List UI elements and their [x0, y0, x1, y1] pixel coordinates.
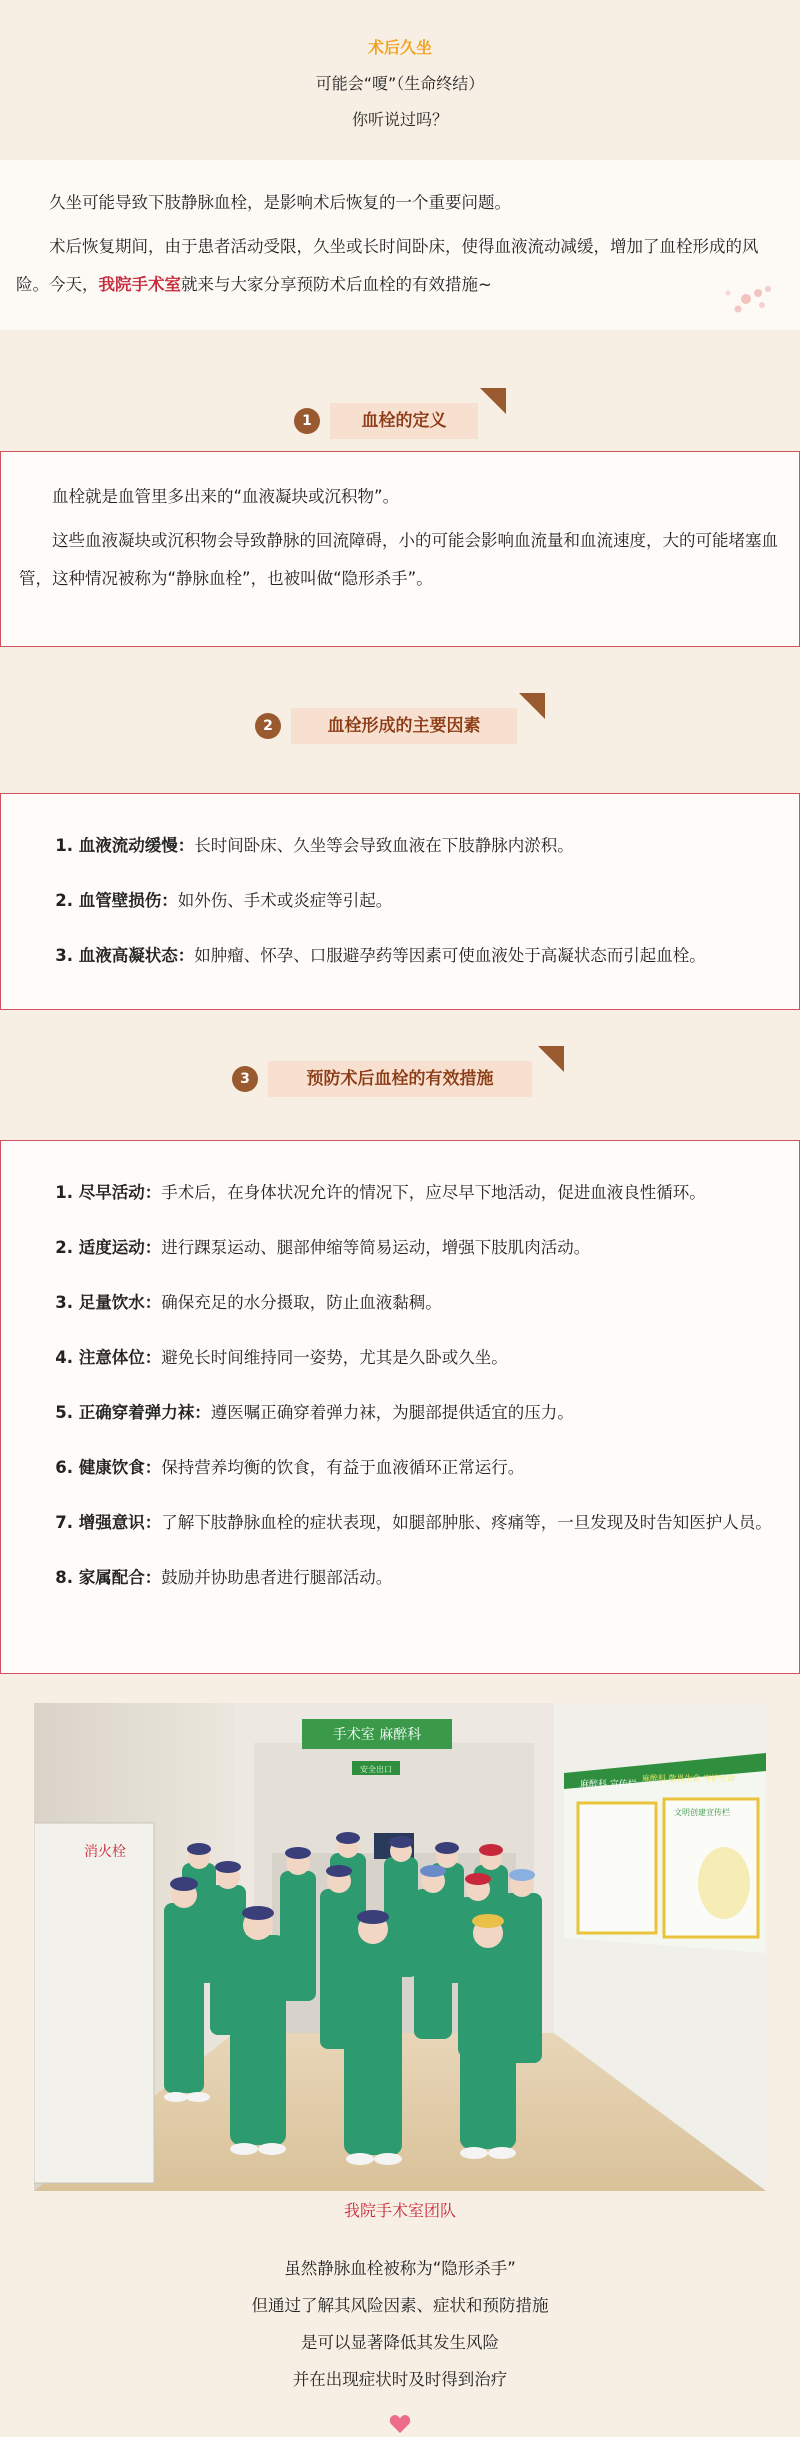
- measure-label: 7. 增强意识：: [55, 1513, 162, 1532]
- section-1-corner-icon: [480, 388, 506, 414]
- closing-line: 是可以显著降低其发生风险: [301, 2333, 499, 2352]
- measure-label: 8. 家属配合：: [55, 1568, 162, 1587]
- factor-item: [19, 939, 781, 973]
- measure-label: 6. 健康饮食：: [55, 1458, 162, 1477]
- lead-highlight: 我院手术室: [98, 275, 181, 294]
- factor-label: 2. 血管壁损伤：: [55, 891, 178, 910]
- measure-label: 1. 尽早活动：: [55, 1183, 162, 1202]
- measure-text: 了解下肢静脉血栓的症状表现，如腿部肿胀、疼痛等，一旦发现及时告知医护人员。: [161, 1513, 772, 1532]
- section-3-heading: [232, 1058, 570, 1100]
- photo-caption: 我院手术室团队: [343, 2201, 456, 2220]
- section-2-corner-icon: [519, 693, 545, 719]
- section-2-box: [0, 793, 800, 1010]
- measure-item: [19, 1231, 781, 1265]
- measure-text: 避免长时间维持同一姿势，尤其是久卧或久坐。: [161, 1348, 508, 1367]
- factor-text: 如肿瘤、怀孕、口服避孕药等因素可使血液处于高凝状态而引起血栓。: [194, 946, 706, 965]
- board-title-text: 麻醉科 宣传栏: [580, 1780, 637, 1790]
- exit-sign-text: 安全出口: [360, 1765, 392, 1774]
- board-slogan-text: 麻醉科 敬畏生命 守护生命: [642, 1774, 736, 1783]
- closing-line: 并在出现症状时及时得到治疗: [292, 2370, 508, 2389]
- factor-label: 1. 血液流动缓慢：: [55, 836, 195, 855]
- measure-label: 2. 适度运动：: [55, 1238, 162, 1257]
- measure-text: 确保充足的水分摄取，防止血液黏稠。: [161, 1293, 442, 1312]
- section-3-box: [0, 1140, 800, 1674]
- measure-label: 5. 正确穿着弹力袜：: [55, 1403, 211, 1422]
- measure-label: 3. 足量饮水：: [55, 1293, 162, 1312]
- measure-item: [19, 1396, 781, 1430]
- fire-hydrant-label: 消火栓: [84, 1844, 126, 1860]
- section-3-corner-icon: [538, 1046, 564, 1072]
- closing-line: 虽然静脉血栓被称为“隐形杀手”: [284, 2259, 516, 2278]
- section-1-paragraph-1: 血栓就是血管里多出来的“血液凝块或沉积物”。: [52, 487, 400, 506]
- measure-text: 进行踝泵运动、腿部伸缩等简易运动，增强下肢肌肉活动。: [161, 1238, 591, 1257]
- lead-paragraph-2: [16, 228, 784, 304]
- intro-line-2: 可能会“嗄”（生命终结）: [315, 74, 485, 93]
- team-photo-illustration: [34, 1703, 766, 2191]
- lead-text-before: 术后恢复期间，由于患者活动受限，久坐或长时间卧床，使得血液流动减缓，增加了血栓形成的风险。今天，: [16, 237, 759, 294]
- board-sub-text: 文明创建宣传栏: [674, 1808, 730, 1817]
- lead-paragraph-1: 久坐可能导致下肢静脉血栓，是影响术后恢复的一个重要问题。: [49, 193, 511, 212]
- sign-main-text: 手术室 麻醉科: [332, 1727, 422, 1743]
- dots-decoration-icon: [716, 285, 776, 325]
- intro-title: 术后久坐: [367, 38, 432, 57]
- closing-line: 但通过了解其风险因素、症状和预防措施: [251, 2296, 549, 2315]
- factor-text: 长时间卧床、久坐等会导致血液在下肢静脉内淤积。: [194, 836, 574, 855]
- measure-text: 鼓励并协助患者进行腿部活动。: [161, 1568, 393, 1587]
- heart-icon: [389, 2414, 411, 2434]
- section-1-number-badge: 1: [294, 408, 320, 434]
- section-1-paragraph-2: 这些血液凝块或沉积物会导致静脉的回流障碍，小的可能会影响血流量和血流速度，大的可能堵塞血管，这种情况被称为“静脉血栓”，也被叫做“隐形杀手”。: [19, 531, 778, 588]
- factor-item: [19, 884, 781, 918]
- measure-text: 手术后，在身体状况允许的情况下，应尽早下地活动，促进血液良性循环。: [161, 1183, 706, 1202]
- measure-label: 4. 注意体位：: [55, 1348, 162, 1367]
- section-1-box: [0, 451, 800, 647]
- measure-item: [19, 1341, 781, 1375]
- factor-text: 如外伤、手术或炎症等引起。: [177, 891, 393, 910]
- team-photo: [34, 1703, 766, 2191]
- section-2-number-badge: 2: [255, 713, 281, 739]
- section-3-number-badge: 3: [232, 1066, 258, 1092]
- measure-text: 遵医嘱正确穿着弹力袜，为腿部提供适宜的压力。: [210, 1403, 574, 1422]
- lead-text-after: 就来与大家分享预防术后血栓的有效措施~: [181, 275, 492, 294]
- section-2-title: 血栓形成的主要因素: [291, 708, 517, 744]
- section-3-title: 预防术后血栓的有效措施: [268, 1061, 532, 1097]
- factor-label: 3. 血液高凝状态：: [55, 946, 195, 965]
- section-2-heading: [255, 705, 548, 747]
- measure-item: [19, 1286, 781, 1320]
- measure-item: [19, 1506, 781, 1540]
- section-1-heading: [294, 400, 510, 442]
- factor-item: [19, 829, 781, 863]
- intro-line-3: 你听说过吗？: [351, 110, 448, 129]
- lead-panel: [0, 160, 800, 330]
- measure-item: [19, 1561, 781, 1595]
- measure-item: [19, 1176, 781, 1210]
- section-1-title: 血栓的定义: [330, 403, 478, 439]
- measure-item: [19, 1451, 781, 1485]
- intro-block: [0, 30, 800, 138]
- closing-block: [0, 2250, 800, 2398]
- measure-text: 保持营养均衡的饮食，有益于血液循环正常运行。: [161, 1458, 525, 1477]
